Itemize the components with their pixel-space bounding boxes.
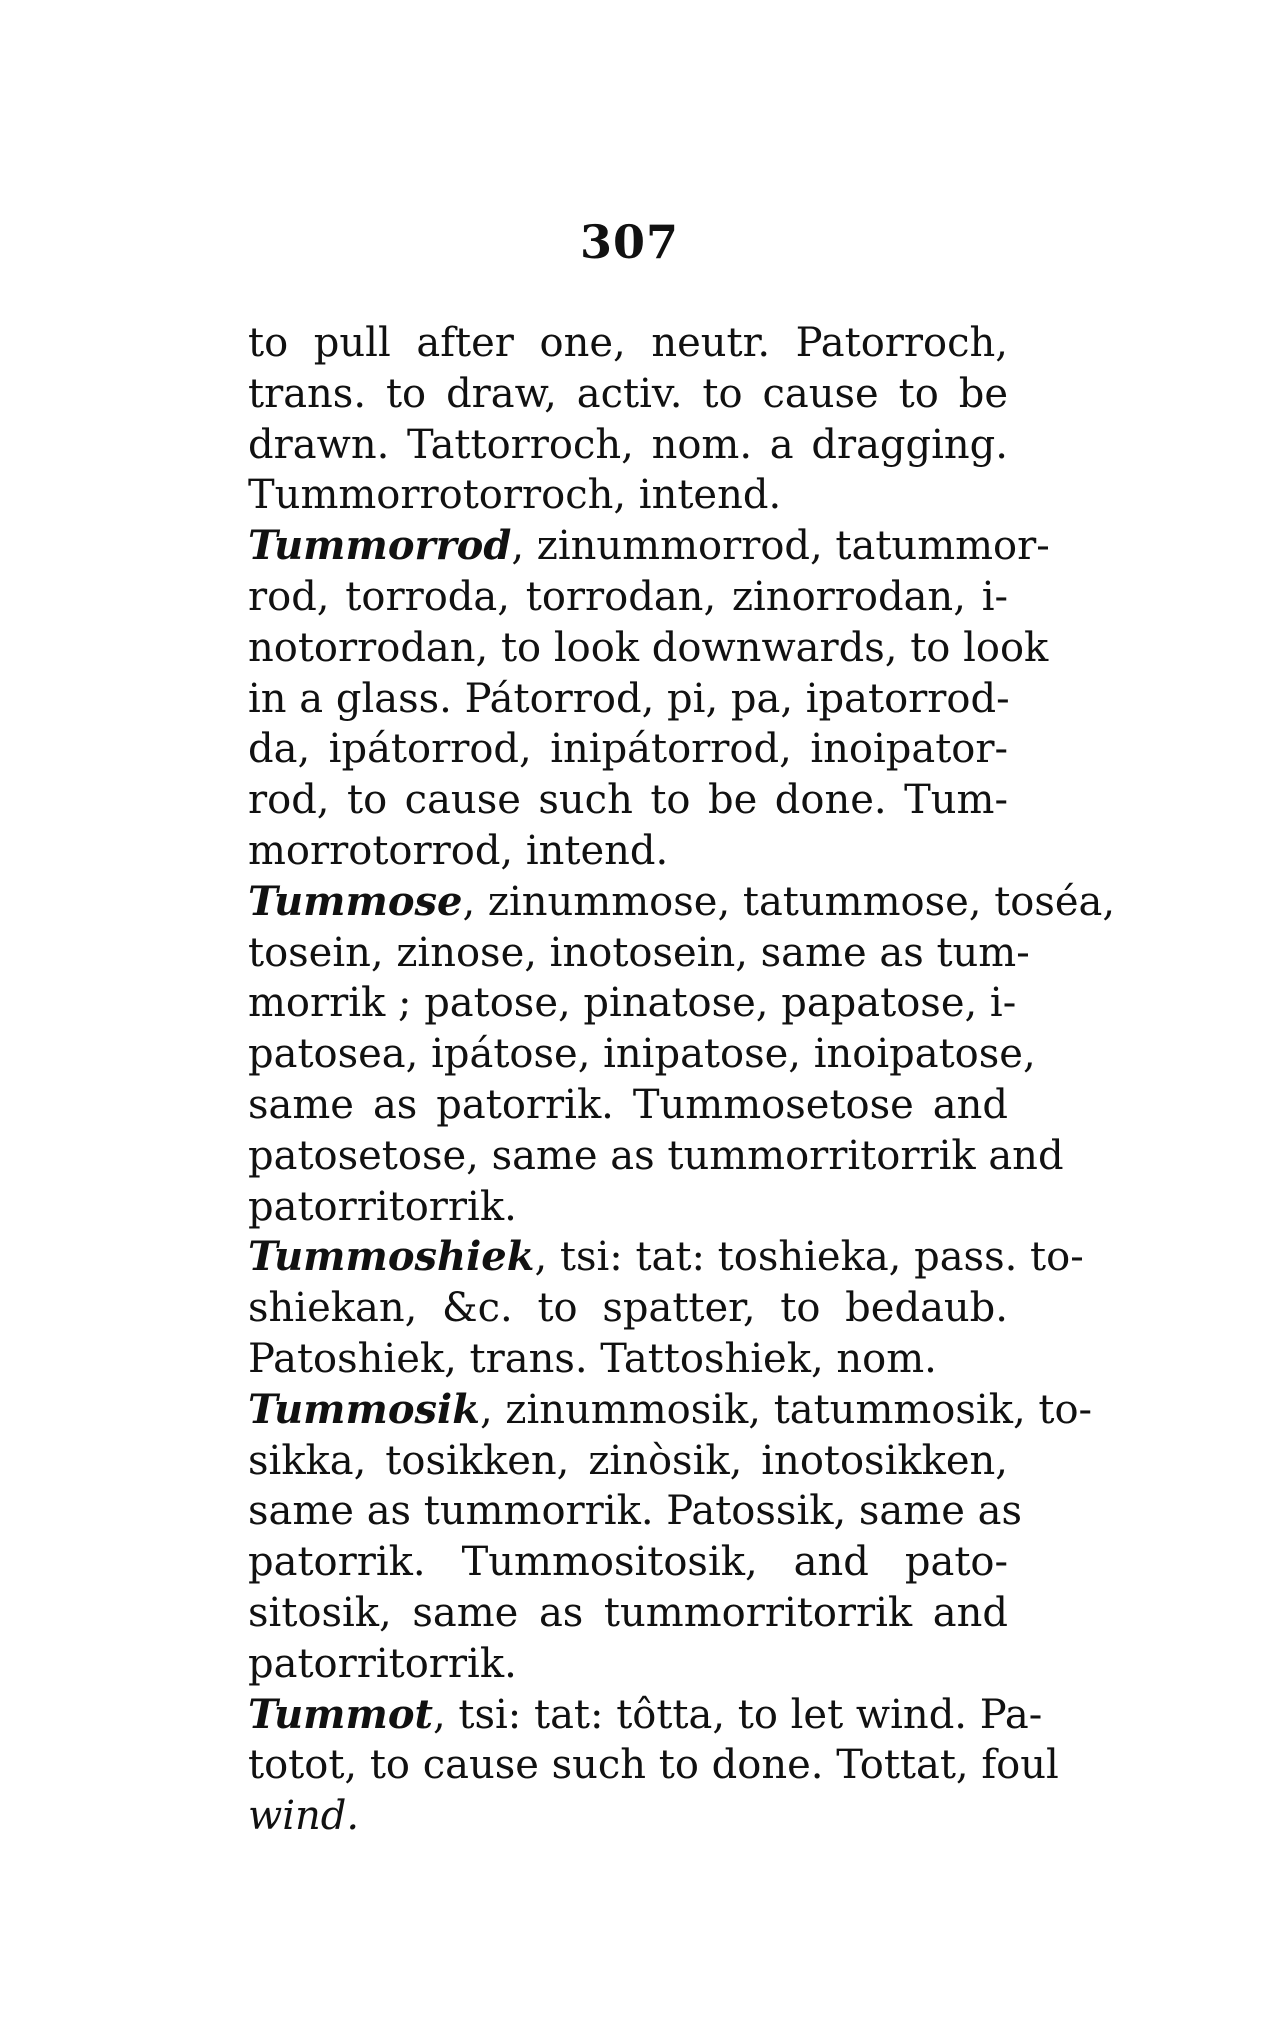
- entry-line-text: , zinummorrod, tatummor-: [511, 523, 1050, 570]
- entry-line: patosetose, same as tummorritorrik and: [248, 1132, 1064, 1179]
- dictionary-entry: [248, 877, 1116, 1233]
- entry-line: totot, to cause such to done. Tottat, foul: [248, 1742, 1059, 1789]
- entry-line: in a glass. Pátorrod, pi, pa, ipatorrod-: [248, 675, 1010, 722]
- entry-line: [248, 877, 1116, 928]
- entry-line: sikka, tosikken, zinòsik, inotosikken,: [248, 1437, 1008, 1484]
- entry-line: [248, 1690, 1043, 1741]
- entry-line: notorrodan, to look downwards, to look: [248, 624, 1049, 671]
- entry-line: da, ipátorrod, inipátorrod, inoipator-: [248, 726, 1008, 773]
- entry-line: shiekan, &c. to spatter, to bedaub.: [248, 1285, 1008, 1332]
- entry-headword: Tummorrod: [248, 522, 512, 570]
- entry-headword: Tummosik: [248, 1385, 480, 1433]
- dictionary-entry-continuation: [248, 318, 1008, 521]
- entry-line-text: , zinummose, tatummose, toséa,: [462, 878, 1116, 925]
- entry-line: rod, to cause such to be done. Tum-: [248, 777, 1008, 824]
- dictionary-entry: [248, 521, 1050, 877]
- dictionary-entry: [248, 1690, 1059, 1842]
- entry-line: patosea, ipátose, inipatose, inoipatose,: [248, 1031, 1036, 1078]
- entry-line: same as tummorrik. Patossik, same as: [248, 1488, 1022, 1535]
- entry-line: same as patorrik. Tummosetose and: [248, 1081, 1008, 1128]
- entry-line: Tummorrotorroch, intend.: [248, 472, 782, 519]
- entry-line: [248, 1385, 1093, 1436]
- entry-line-text: , tsi: tat: tôtta, to let wind. Pa-: [432, 1691, 1043, 1738]
- entry-line-text: , zinummosik, tatummosik, to-: [479, 1386, 1093, 1433]
- entry-line: wind.: [248, 1793, 360, 1840]
- dictionary-entry: [248, 1232, 1084, 1384]
- entry-line: drawn. Tattorroch, nom. a dragging.: [248, 421, 1008, 468]
- entry-line-text: , tsi: tat: toshieka, pass. to-: [534, 1234, 1084, 1281]
- entry-headword: Tummoshiek: [248, 1233, 535, 1281]
- entry-line: to pull after one, neutr. Patorroch,: [248, 320, 1008, 366]
- entry-headword: Tummot: [248, 1690, 433, 1738]
- entry-line: morrotorrod, intend.: [248, 827, 669, 874]
- page-number: 307: [580, 215, 680, 269]
- entry-line: [248, 1232, 1084, 1283]
- dictionary-text: [248, 318, 1116, 1842]
- entry-line: patorritorrik.: [248, 1640, 517, 1687]
- entry-line: sitosik, same as tummorritorrik and: [248, 1589, 1008, 1636]
- entry-line: trans. to draw, activ. to cause to be: [248, 370, 1008, 417]
- dictionary-entry: [248, 1385, 1093, 1690]
- entry-line: patorritorrik.: [248, 1183, 517, 1230]
- entry-line: rod, torroda, torrodan, zinorrodan, i-: [248, 573, 1008, 620]
- entry-headword: Tummose: [248, 877, 463, 925]
- entry-line: patorrik. Tummositosik, and pato-: [248, 1539, 1008, 1586]
- entry-line: Patoshiek, trans. Tattoshiek, nom.: [248, 1335, 937, 1382]
- entry-line: tosein, zinose, inotosein, same as tum-: [248, 929, 1030, 976]
- entry-line: morrik ; patose, pinatose, papatose, i-: [248, 980, 1017, 1027]
- entry-line: [248, 521, 1050, 572]
